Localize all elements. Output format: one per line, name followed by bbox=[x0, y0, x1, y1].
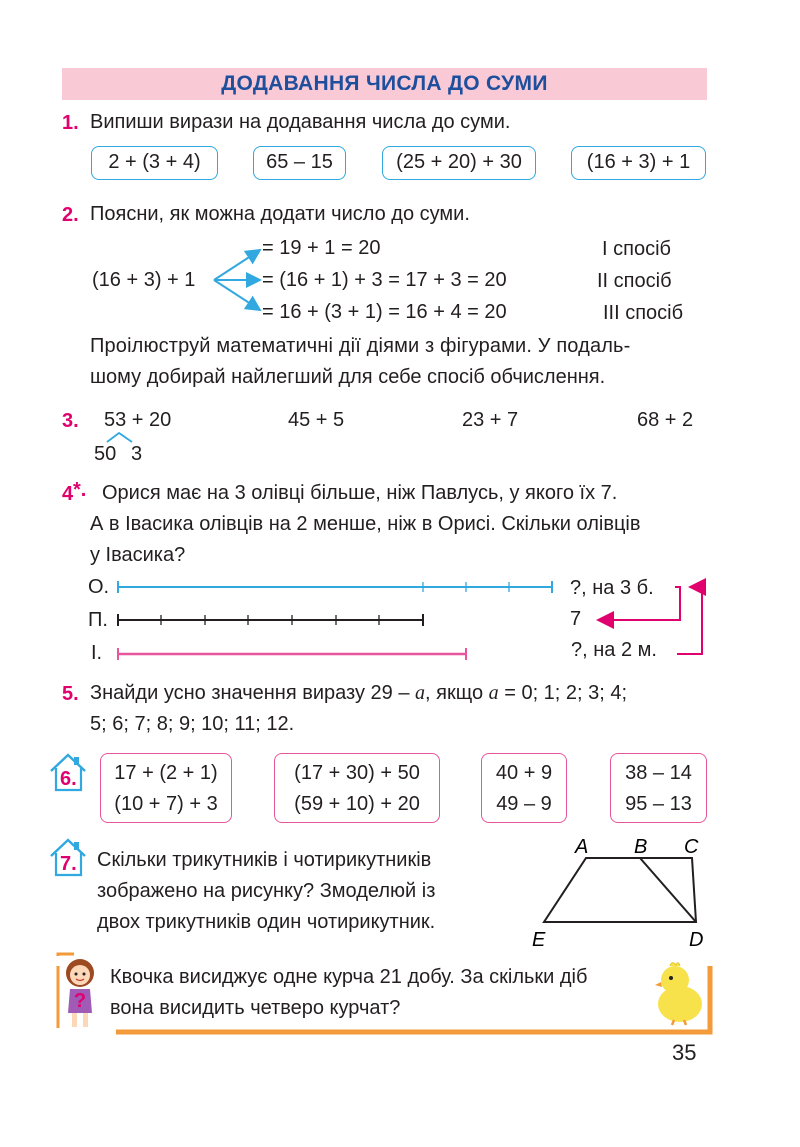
expression: 95 – 13 bbox=[625, 793, 692, 815]
task-4-number: 4 bbox=[62, 483, 74, 505]
task-1-number: 1. bbox=[62, 112, 79, 134]
task-6-number: 6. bbox=[60, 768, 77, 790]
way-3-label: ІІІ спосіб bbox=[603, 302, 684, 324]
task-4-line-2: А в Івасика олівців на 2 менше, ніж в Орисі. Скільки олівців bbox=[90, 513, 641, 535]
geometry-figure bbox=[520, 830, 720, 955]
expression: (10 + 7) + 3 bbox=[114, 793, 218, 815]
way-2-expression: = (16 + 1) + 3 = 17 + 3 = 20 bbox=[262, 269, 507, 291]
expression: 38 – 14 bbox=[625, 762, 692, 784]
expression-group bbox=[274, 753, 440, 823]
split-part: 3 bbox=[131, 443, 143, 465]
split-part: 50 bbox=[94, 443, 117, 465]
way-2-label: ІІ спосіб bbox=[597, 270, 672, 292]
task-3-expression: 45 + 5 bbox=[288, 409, 345, 431]
way-1-expression: = 19 + 1 = 20 bbox=[262, 237, 381, 259]
task-4-star: *. bbox=[73, 479, 87, 501]
expression-box: (25 + 20) + 30 bbox=[382, 146, 536, 180]
expression: 49 – 9 bbox=[496, 793, 552, 815]
page-number: 35 bbox=[672, 1040, 697, 1065]
task-5-number: 5. bbox=[62, 683, 79, 705]
task-2-paragraph-line-2: шому добирай найлегший для себе спосіб обчислення. bbox=[90, 366, 606, 388]
task-2-paragraph-line-1: Проілюструй математичні дії діями з фігурами. У подаль- bbox=[90, 335, 631, 357]
point-label-d: D bbox=[689, 929, 704, 951]
expression: 40 + 9 bbox=[495, 762, 553, 784]
expression: (59 + 10) + 20 bbox=[294, 793, 420, 815]
point-label-b: B bbox=[634, 836, 648, 858]
row-label-ivasyk: І. bbox=[91, 642, 103, 664]
task-2-text: Поясни, як можна додати число до суми. bbox=[90, 203, 470, 225]
page-title: ДОДАВАННЯ ЧИСЛА ДО СУМИ bbox=[62, 68, 707, 100]
expression-box: 2 + (3 + 4) bbox=[91, 146, 218, 180]
task-7-line-3: двох трикутників один чотирикутник. bbox=[97, 911, 436, 933]
expression: (17 + 30) + 50 bbox=[294, 762, 420, 784]
task-4-line-1: Орися має на 3 олівці більше, ніж Павлусь, у якого їх 7. bbox=[102, 482, 618, 504]
expression-group bbox=[610, 753, 707, 823]
task-2-start-expression: (16 + 3) + 1 bbox=[92, 269, 196, 291]
task-7-line-2: зображено на рисунку? Змоделюй із bbox=[97, 880, 436, 902]
task-3-number: 3. bbox=[62, 410, 79, 432]
expression-group bbox=[481, 753, 567, 823]
expression-box: 65 – 15 bbox=[253, 146, 346, 180]
task-3-expression: 53 + 20 bbox=[104, 409, 172, 431]
task-5-line-2: 5; 6; 7; 8; 9; 10; 11; 12. bbox=[90, 713, 295, 735]
task-7-line-1: Скільки трикутників і чотирикутників bbox=[97, 849, 432, 871]
row-label-pavlus: П. bbox=[88, 609, 108, 631]
task-7-number: 7. bbox=[60, 853, 77, 875]
task-2-number: 2. bbox=[62, 204, 79, 226]
riddle-line-1: Квочка висиджує одне курча 21 добу. За скільки діб bbox=[110, 966, 588, 988]
note-ivasyk: ?, на 2 м. bbox=[571, 639, 657, 661]
task-3-expression: 23 + 7 bbox=[462, 409, 519, 431]
row-label-orysia: О. bbox=[88, 576, 110, 598]
way-3-expression: = 16 + (3 + 1) = 16 + 4 = 20 bbox=[262, 301, 507, 323]
expression: 17 + (2 + 1) bbox=[114, 762, 218, 784]
expression-group bbox=[100, 753, 232, 823]
point-label-e: E bbox=[532, 929, 546, 951]
expression-box: (16 + 3) + 1 bbox=[571, 146, 706, 180]
note-pavlus: 7 bbox=[570, 608, 582, 630]
question-mark-icon: ? bbox=[73, 990, 87, 1012]
point-label-c: C bbox=[684, 836, 699, 858]
point-label-a: A bbox=[575, 836, 589, 858]
branch-arrows bbox=[212, 240, 264, 320]
task-5-line-1: Знайди усно значення виразу 29 – а, якщо а = 0; 1; 2; 3; 4; bbox=[90, 682, 628, 704]
task-3-expression: 68 + 2 bbox=[637, 409, 694, 431]
task-1-text: Випиши вирази на додавання числа до суми. bbox=[90, 111, 511, 133]
note-orysia: ?, на 3 б. bbox=[570, 577, 654, 599]
task-4-line-3: у Івасика? bbox=[90, 544, 186, 566]
way-1-label: І спосіб bbox=[602, 238, 671, 260]
chick-icon bbox=[652, 960, 708, 1026]
riddle-line-2: вона висидить четверо курчат? bbox=[110, 997, 401, 1019]
girl-icon bbox=[56, 955, 106, 1030]
